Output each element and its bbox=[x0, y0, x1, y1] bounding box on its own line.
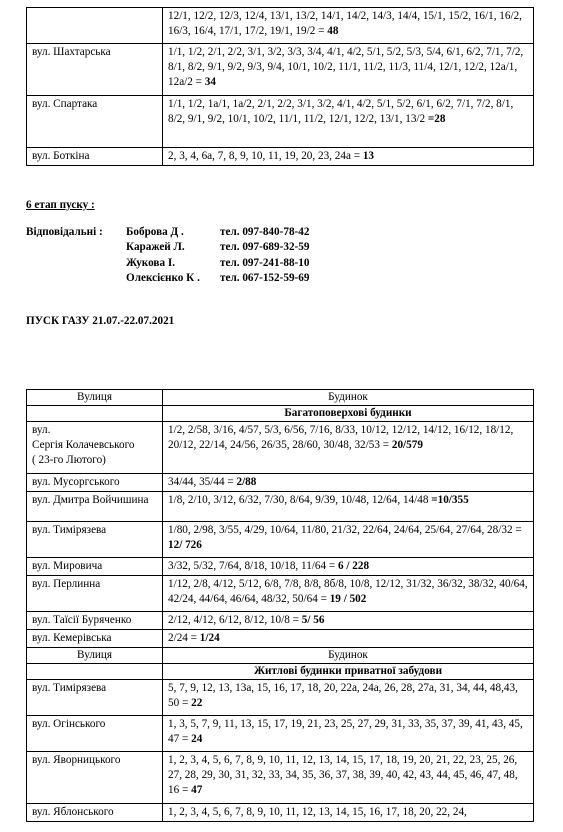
street-cell: вул. Перлинна bbox=[27, 576, 163, 612]
street-cell: вул. Тимірязева bbox=[27, 522, 163, 558]
houses-list: 34/44, 35/44 = bbox=[168, 476, 237, 488]
houses-list: 5, 7, 9, 12, 13, 13а, 15, 16, 17, 18, 20, 22а, 24а, 26, 28, 27а, 31, 34, 44, 48,43, 50 = bbox=[168, 682, 518, 709]
houses-cell bbox=[163, 492, 534, 522]
houses-total: 1/24 bbox=[199, 632, 220, 644]
houses-cell bbox=[163, 474, 534, 492]
table-row bbox=[27, 96, 534, 148]
responsible-phone: тел. 097-840-78-42 bbox=[220, 226, 310, 238]
street-cell: вул. Спартака bbox=[27, 96, 163, 148]
houses-cell bbox=[163, 522, 534, 558]
houses-list: 1/12, 2/8, 4/12, 5/12, 6/8, 7/8, 8/8, 8б/8, 10/8, 12/12, 31/32, 36/32, 38/32, 40/64, 42/24, 44/64, 46/64, 48/32, 50/64 = bbox=[168, 578, 528, 605]
empty-cell bbox=[27, 406, 163, 422]
table-row bbox=[27, 804, 534, 822]
houses-cell bbox=[163, 630, 534, 648]
houses-total: 24 bbox=[191, 733, 203, 745]
houses-list: 1/1, 1/2, 1а/1, 1а/2, 2/1, 2/2, 3/1, 3/2, 4/1, 4/2, 5/1, 5/2, 6/1, 6/2, 7/1, 7/2, 8/1, 8/2, 9/1, 9/2, 10/1, 10/2, 11/1, 11/2, 12/1, 12/2, 13/1, 13/2 bbox=[168, 98, 514, 125]
column-header-street: Вулиця bbox=[27, 390, 163, 406]
responsible-name: Каражей Л. bbox=[126, 241, 185, 253]
table-row bbox=[27, 474, 534, 492]
table-row bbox=[27, 44, 534, 96]
top-houses-table bbox=[26, 7, 534, 166]
responsible-label: Відповідальні : bbox=[26, 226, 103, 238]
street-cell: вул. Тимірязева bbox=[27, 680, 163, 716]
street-cell: вул. Таїсії Буряченко bbox=[27, 612, 163, 630]
section-header-row bbox=[27, 406, 534, 422]
houses-list: 1/1, 1/2, 2/1, 2/2, 3/1, 3/2, 3/3, 3/4, 4/1, 4/2, 5/1, 5/2, 5/3, 5/4, 6/1, 6/2, 7/1, 7/2, 8/1, 8/2, 9/1, 9/2, 9/3, 9/4, 10/1, 10/2, 11/1, 11/2, 11/3, 11/4, 12/1, 12/2, 12а/1, 12а/2 = bbox=[168, 46, 524, 88]
houses-list: 1, 2, 3, 4, 5, 6, 7, 8, 9, 10, 11, 12, 13, 14, 15, 16, 17, 18, 20, 22, 24, bbox=[168, 806, 467, 818]
houses-list: 2/24 = bbox=[168, 632, 200, 644]
responsible-name: Боброва Д . bbox=[126, 226, 184, 238]
houses-list: 2/12, 4/12, 6/12, 8/12, 10/8 = bbox=[168, 614, 302, 626]
houses-cell bbox=[163, 680, 534, 716]
houses-cell bbox=[163, 804, 534, 822]
houses-cell bbox=[163, 558, 534, 576]
stage-title: 6 етап пуску : bbox=[26, 199, 95, 211]
section-title-private bbox=[163, 664, 534, 680]
houses-list: 1, 3, 5, 7, 9, 11, 13, 15, 17, 19, 21, 23, 25, 27, 29, 31, 33, 35, 37, 39, 41, 43, 45, 47 = bbox=[168, 718, 523, 745]
table-row bbox=[27, 492, 534, 522]
responsible-name: Жукова І. bbox=[126, 257, 175, 269]
street-cell: вул. Мировича bbox=[27, 558, 163, 576]
section-title-multistorey bbox=[163, 406, 534, 422]
street-cell: вул. Яблонського bbox=[27, 804, 163, 822]
street-cell: вул. Шахтарська bbox=[27, 44, 163, 96]
street-cell: вул. Яворницького bbox=[27, 752, 163, 804]
houses-total: 48 bbox=[327, 25, 339, 37]
table-row bbox=[27, 752, 534, 804]
houses-cell bbox=[163, 96, 534, 148]
table-row bbox=[27, 680, 534, 716]
table-row bbox=[27, 630, 534, 648]
houses-list: 1/80, 2/98, 3/55, 4/29, 10/64, 11/80, 21/32, 22/64, 24/64, 25/64, 27/64, 28/32 = bbox=[168, 524, 522, 536]
street-cell: вул. Боткіна bbox=[27, 148, 163, 166]
street-cell: вул. Мусоргського bbox=[27, 474, 163, 492]
table-row bbox=[27, 558, 534, 576]
responsible-name: Олексієнко К . bbox=[126, 272, 200, 284]
houses-list: 3/32, 5/32, 7/64, 8/18, 10/18, 11/64 = bbox=[168, 560, 338, 572]
houses-cell bbox=[163, 576, 534, 612]
table-row bbox=[27, 148, 534, 166]
street-cell bbox=[27, 8, 163, 44]
responsible-phone: тел. 097-241-88-10 bbox=[220, 257, 310, 269]
table-row bbox=[27, 522, 534, 558]
table-header-row bbox=[27, 648, 534, 664]
houses-cell bbox=[163, 44, 534, 96]
column-header-house: Будинок bbox=[163, 648, 534, 664]
street-cell: вул. Огінського bbox=[27, 716, 163, 752]
houses-cell bbox=[163, 752, 534, 804]
houses-total: 13 bbox=[362, 150, 375, 162]
houses-list: 1/8, 2/10, 3/12, 6/32, 7/30, 8/64, 9/39, 10/48, 12/64, 14/48 bbox=[168, 494, 432, 506]
houses-total: =28 bbox=[427, 113, 446, 125]
houses-cell bbox=[163, 612, 534, 630]
houses-cell bbox=[163, 716, 534, 752]
houses-total: 20/579 bbox=[391, 439, 423, 451]
column-header-house: Будинок bbox=[163, 390, 534, 406]
table-row bbox=[27, 716, 534, 752]
houses-list: 1/2, 2/58, 3/16, 4/57, 5/3, 6/56, 7/16, 8/33, 10/12, 12/12, 14/12, 16/12, 18/12, 20/12, 22/14, 24/56, 26/35, 28/60, 30/48, 32/53 = bbox=[168, 424, 514, 451]
houses-total: 34 bbox=[204, 76, 216, 88]
street-cell: вул. Кемерівська bbox=[27, 630, 163, 648]
street-cell: вул. Сергія Колачевського ( 23-го Лютого) bbox=[27, 422, 163, 474]
column-header-street: Вулиця bbox=[27, 648, 163, 664]
main-houses-table bbox=[26, 389, 534, 822]
houses-list: 1, 2, 3, 4, 5, 6, 7, 8, 9, 10, 11, 12, 13, 14, 15, 17, 18, 19, 20, 21, 22, 23, 25, 26, 27, 28, 29, 30, 31, 32, 33, 34, 35, 36, 37, 38, 39, 40, 42, 43, 44, 45, 46, 47, 48, 16 = bbox=[168, 754, 518, 796]
table-row bbox=[27, 8, 534, 44]
gas-start-heading: ПУСК ГАЗУ 21.07.-22.07.2021 bbox=[26, 315, 175, 327]
houses-total: 22 bbox=[191, 697, 203, 709]
houses-total: 6 / 228 bbox=[337, 560, 370, 572]
responsible-phone: тел. 097-689-32-59 bbox=[220, 241, 310, 253]
table-row bbox=[27, 422, 534, 474]
table-row bbox=[27, 576, 534, 612]
houses-total: 2/88 bbox=[236, 476, 257, 488]
responsible-phone: тел. 067-152-59-69 bbox=[220, 272, 310, 284]
houses-list: 2, 3, 4, 6а, 7, 8, 9, 10, 11, 19, 20, 23, 24а = bbox=[168, 150, 363, 162]
houses-total: 19 / 502 bbox=[329, 593, 367, 605]
houses-cell bbox=[163, 148, 534, 166]
houses-total: 47 bbox=[191, 784, 203, 796]
houses-total: =10/355 bbox=[431, 494, 469, 506]
section-title-text: Багатоповерхові будинки bbox=[284, 407, 412, 419]
houses-list: 12/1, 12/2, 12/3, 12/4, 13/1, 13/2, 14/1, 14/2, 14/3, 14/4, 15/1, 15/2, 16/1, 16/2, 16/3, 16/4, 17/1, 17/2, 19/1, 19/2 = bbox=[168, 10, 522, 37]
empty-cell bbox=[27, 664, 163, 680]
street-cell: вул. Дмитра Войчишина bbox=[27, 492, 163, 522]
table-row bbox=[27, 612, 534, 630]
section-header-row bbox=[27, 664, 534, 680]
houses-cell bbox=[163, 422, 534, 474]
section-title-text: Житлові будинки приватної забудови bbox=[253, 665, 443, 677]
houses-total: 5/ 56 bbox=[301, 614, 325, 626]
houses-cell bbox=[163, 8, 534, 44]
houses-total: 12/ 726 bbox=[168, 539, 202, 551]
table-header-row bbox=[27, 390, 534, 406]
